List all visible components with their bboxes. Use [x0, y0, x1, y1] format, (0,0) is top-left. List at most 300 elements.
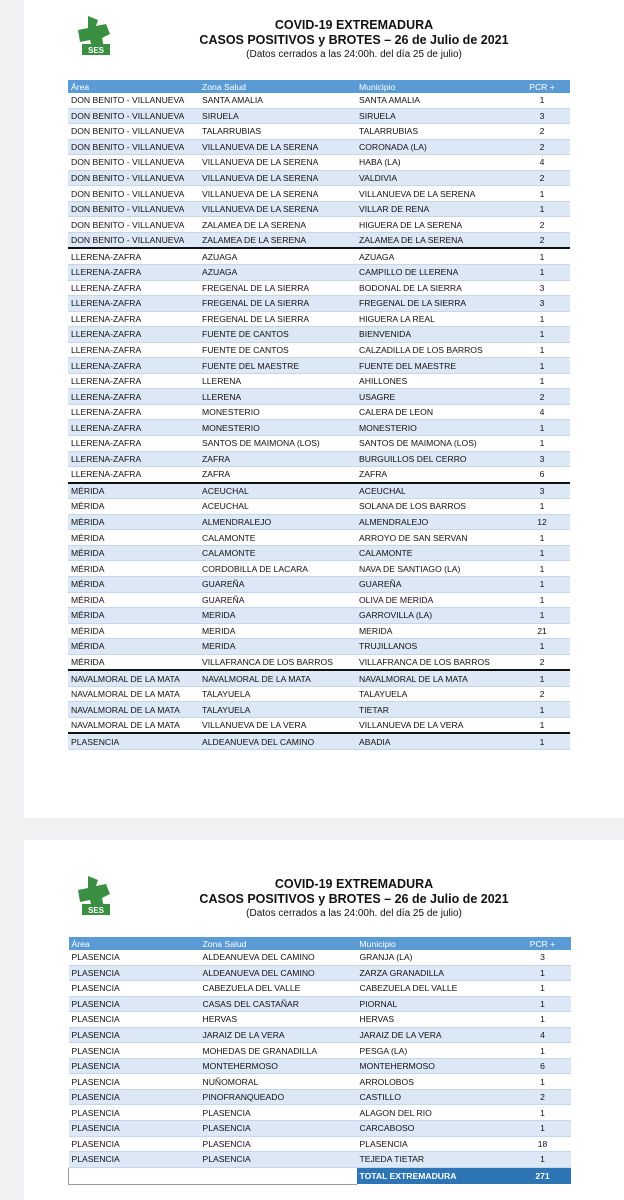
cell-area: DON BENITO - VILLANUEVA [68, 93, 199, 108]
table-row [68, 139, 570, 155]
table-row [69, 965, 571, 981]
cell-pcr: 1 [514, 545, 570, 561]
cell-municipio: BURGUILLOS DEL CERRO [356, 451, 514, 467]
cell-zona-salud: FREGENAL DE LA SIERRA [199, 296, 356, 312]
cell-zona-salud: SANTOS DE MAIMONA (LOS) [199, 436, 356, 452]
table-row [68, 124, 570, 140]
cell-zona-salud: HERVAS [200, 1012, 357, 1028]
cell-municipio: CABEZUELA DEL VALLE [357, 981, 515, 997]
ses-cross-logo-icon [76, 14, 114, 60]
cell-municipio: PESGA (LA) [357, 1043, 515, 1059]
cell-pcr: 1 [514, 265, 570, 281]
cell-pcr: 1 [514, 670, 570, 686]
cell-municipio: PIORNAL [357, 996, 515, 1012]
cell-zona-salud: CALAMONTE [199, 530, 356, 546]
cell-area: MÉRIDA [68, 608, 199, 624]
total-row [69, 1167, 571, 1184]
cell-zona-salud: VILLANUEVA DE LA SERENA [199, 139, 356, 155]
cell-zona-salud: MERIDA [199, 639, 356, 655]
report-subtitle: CASOS POSITIVOS y BROTES – 26 de Julio de 2021 [199, 33, 509, 47]
table-row [69, 1136, 571, 1152]
column-header-zona-salud: Zona Salud [199, 80, 356, 93]
cell-area: MÉRIDA [68, 592, 199, 608]
cell-area: DON BENITO - VILLANUEVA [68, 139, 199, 155]
cell-pcr: 1 [514, 373, 570, 389]
cell-area: LLERENA-ZAFRA [68, 296, 199, 312]
cell-zona-salud: ALDEANUEVA DEL CAMINO [200, 965, 357, 981]
cell-pcr: 3 [514, 108, 570, 124]
table-row [68, 248, 570, 264]
cell-pcr: 1 [514, 436, 570, 452]
cell-zona-salud: MONESTERIO [199, 420, 356, 436]
cell-municipio: ZAFRA [356, 467, 514, 483]
cell-area: MÉRIDA [68, 576, 199, 592]
total-blank-cell [69, 1167, 357, 1184]
cell-municipio: AHILLONES [356, 373, 514, 389]
cell-area: MÉRIDA [68, 499, 199, 515]
table-row [68, 592, 570, 608]
cell-zona-salud: ZAFRA [199, 467, 356, 483]
table-header-row [69, 937, 571, 950]
cell-pcr: 21 [514, 623, 570, 639]
cell-area: DON BENITO - VILLANUEVA [68, 201, 199, 217]
cell-zona-salud: ZAFRA [199, 451, 356, 467]
table-row [68, 608, 570, 624]
cell-zona-salud: NAVALMORAL DE LA MATA [199, 670, 356, 686]
cell-municipio: TALARRUBIAS [356, 124, 514, 140]
table-row [68, 561, 570, 577]
cell-zona-salud: PLASENCIA [200, 1136, 357, 1152]
cell-municipio: SANTA AMALIA [356, 93, 514, 108]
cell-pcr: 1 [515, 996, 571, 1012]
table-row [69, 1105, 571, 1121]
cell-municipio: MONTEHERMOSO [357, 1058, 515, 1074]
cell-municipio: VILLAR DE RENA [356, 201, 514, 217]
cell-municipio: TEJEDA TIETAR [357, 1152, 515, 1168]
cell-pcr: 3 [514, 451, 570, 467]
table-row [69, 981, 571, 997]
cell-municipio: SOLANA DE LOS BARROS [356, 499, 514, 515]
cell-area: PLASENCIA [69, 1105, 200, 1121]
cell-pcr: 1 [514, 639, 570, 655]
cell-municipio: CORONADA (LA) [356, 139, 514, 155]
cell-pcr: 1 [514, 702, 570, 718]
cell-pcr: 2 [514, 686, 570, 702]
cell-area: PLASENCIA [69, 1136, 200, 1152]
cell-zona-salud: VILLANUEVA DE LA SERENA [199, 170, 356, 186]
cell-zona-salud: PLASENCIA [200, 1121, 357, 1137]
table-row [68, 499, 570, 515]
cell-zona-salud: AZUAGA [199, 248, 356, 264]
cell-pcr: 3 [514, 280, 570, 296]
cell-pcr: 1 [514, 358, 570, 374]
cell-municipio: NAVA DE SANTIAGO (LA) [356, 561, 514, 577]
table-row [68, 623, 570, 639]
cell-area: LLERENA-ZAFRA [68, 342, 199, 358]
cell-municipio: ARROLOBOS [357, 1074, 515, 1090]
cell-area: MÉRIDA [68, 561, 199, 577]
table-row [68, 389, 570, 405]
cell-area: MÉRIDA [68, 654, 199, 670]
cell-area: PLASENCIA [69, 1058, 200, 1074]
cell-zona-salud: ZALAMEA DE LA SERENA [199, 232, 356, 248]
cell-area: DON BENITO - VILLANUEVA [68, 232, 199, 248]
cell-pcr: 4 [514, 155, 570, 171]
table-row [68, 576, 570, 592]
cell-area: PLASENCIA [69, 950, 200, 965]
table-row [68, 93, 570, 108]
cell-area: LLERENA-ZAFRA [68, 467, 199, 483]
column-header-pcr: PCR + [515, 937, 571, 950]
cell-zona-salud: TALAYUELA [199, 702, 356, 718]
cell-area: NAVALMORAL DE LA MATA [68, 686, 199, 702]
cell-zona-salud: PLASENCIA [200, 1105, 357, 1121]
cell-zona-salud: TALAYUELA [199, 686, 356, 702]
cell-zona-salud: MERIDA [199, 608, 356, 624]
cell-area: LLERENA-ZAFRA [68, 373, 199, 389]
cell-zona-salud: JARAIZ DE LA VERA [200, 1027, 357, 1043]
cell-municipio: VILLANUEVA DE LA VERA [356, 717, 514, 733]
cell-area: DON BENITO - VILLANUEVA [68, 124, 199, 140]
cell-pcr: 12 [514, 514, 570, 530]
document-page-1 [24, 0, 624, 818]
cell-municipio: GRANJA (LA) [357, 950, 515, 965]
table-row [68, 451, 570, 467]
cell-zona-salud: GUAREÑA [199, 592, 356, 608]
table-row [69, 1152, 571, 1168]
cell-area: LLERENA-ZAFRA [68, 280, 199, 296]
cell-zona-salud: VILLANUEVA DE LA SERENA [199, 201, 356, 217]
cell-area: PLASENCIA [69, 1121, 200, 1137]
cell-area: NAVALMORAL DE LA MATA [68, 702, 199, 718]
table-row [68, 639, 570, 655]
cell-zona-salud: ACEUCHAL [199, 499, 356, 515]
column-header-area: Área [68, 80, 199, 93]
cell-area: MÉRIDA [68, 483, 199, 499]
table-header-row [68, 80, 570, 93]
cell-area: DON BENITO - VILLANUEVA [68, 155, 199, 171]
cell-pcr: 1 [515, 1043, 571, 1059]
cell-area: PLASENCIA [69, 996, 200, 1012]
cell-area: MÉRIDA [68, 545, 199, 561]
cell-municipio: TIETAR [356, 702, 514, 718]
table-row [69, 1074, 571, 1090]
table-body-page-1 [68, 93, 570, 749]
cell-pcr: 1 [514, 420, 570, 436]
cell-municipio: GUAREÑA [356, 576, 514, 592]
table-row [68, 296, 570, 312]
cell-municipio: PLASENCIA [357, 1136, 515, 1152]
cell-zona-salud: CORDOBILLA DE LACARA [199, 561, 356, 577]
cell-pcr: 4 [515, 1027, 571, 1043]
cell-municipio: ABADIA [356, 733, 514, 749]
cases-table-page-1 [68, 80, 570, 750]
cell-pcr: 1 [514, 717, 570, 733]
cell-zona-salud: SIRUELA [199, 108, 356, 124]
table-row [68, 280, 570, 296]
cell-zona-salud: VILLANUEVA DE LA SERENA [199, 186, 356, 202]
cell-zona-salud: CALAMONTE [199, 545, 356, 561]
column-header-pcr: PCR + [514, 80, 570, 93]
cell-zona-salud: FUENTE DEL MAESTRE [199, 358, 356, 374]
cell-municipio: ACEUCHAL [356, 483, 514, 499]
cell-pcr: 1 [515, 1152, 571, 1168]
cell-pcr: 2 [514, 139, 570, 155]
cell-pcr: 1 [514, 530, 570, 546]
cell-municipio: VILLANUEVA DE LA SERENA [356, 186, 514, 202]
table-row [68, 717, 570, 733]
cell-pcr: 1 [514, 201, 570, 217]
cell-pcr: 1 [514, 561, 570, 577]
cell-area: LLERENA-ZAFRA [68, 404, 199, 420]
cell-zona-salud: MONTEHERMOSO [200, 1058, 357, 1074]
table-row [68, 436, 570, 452]
cell-municipio: USAGRE [356, 389, 514, 405]
document-page-2 [24, 840, 624, 1200]
cell-area: LLERENA-ZAFRA [68, 248, 199, 264]
ses-cross-logo-icon [76, 874, 114, 920]
table-row [68, 342, 570, 358]
table-row [68, 686, 570, 702]
table-row [69, 1012, 571, 1028]
table-row [68, 358, 570, 374]
cell-pcr: 1 [514, 248, 570, 264]
report-subtitle: CASOS POSITIVOS y BROTES – 26 de Julio de 2021 [199, 892, 509, 906]
report-note: (Datos cerrados a las 24:00h. del día 25 de julio) [246, 908, 462, 919]
cell-pcr: 4 [514, 404, 570, 420]
cell-pcr: 1 [514, 576, 570, 592]
cell-pcr: 6 [515, 1058, 571, 1074]
report-header [144, 877, 564, 921]
table-row [68, 108, 570, 124]
cell-zona-salud: PINOFRANQUEADO [200, 1089, 357, 1105]
table-row [68, 654, 570, 670]
cell-municipio: HERVAS [357, 1012, 515, 1028]
report-header [144, 18, 564, 62]
cell-area: DON BENITO - VILLANUEVA [68, 170, 199, 186]
cell-area: LLERENA-ZAFRA [68, 451, 199, 467]
cell-pcr: 1 [514, 186, 570, 202]
table-row [68, 327, 570, 343]
cell-area: PLASENCIA [69, 1043, 200, 1059]
cell-zona-salud: GUAREÑA [199, 576, 356, 592]
table-row [69, 1121, 571, 1137]
cell-area: PLASENCIA [69, 1012, 200, 1028]
cell-municipio: HABA (LA) [356, 155, 514, 171]
cell-area: DON BENITO - VILLANUEVA [68, 186, 199, 202]
cell-pcr: 1 [515, 1105, 571, 1121]
cell-pcr: 1 [515, 981, 571, 997]
cell-zona-salud: FREGENAL DE LA SIERRA [199, 311, 356, 327]
column-header-municipio: Municipio [356, 80, 514, 93]
cell-area: PLASENCIA [69, 981, 200, 997]
cell-municipio: CALAMONTE [356, 545, 514, 561]
table-row [68, 170, 570, 186]
cell-municipio: TALAYUELA [356, 686, 514, 702]
table-row [68, 670, 570, 686]
table-row [69, 1058, 571, 1074]
cell-zona-salud: NUÑOMORAL [200, 1074, 357, 1090]
cell-area: LLERENA-ZAFRA [68, 436, 199, 452]
cell-pcr: 6 [514, 467, 570, 483]
cell-zona-salud: MONESTERIO [199, 404, 356, 420]
cell-zona-salud: SANTA AMALIA [199, 93, 356, 108]
cell-pcr: 2 [514, 654, 570, 670]
cell-municipio: ALAGON DEL RIO [357, 1105, 515, 1121]
table-row [68, 545, 570, 561]
total-label: TOTAL EXTREMADURA [357, 1167, 515, 1184]
cell-zona-salud: MERIDA [199, 623, 356, 639]
cell-zona-salud: TALARRUBIAS [199, 124, 356, 140]
cell-pcr: 3 [514, 483, 570, 499]
cell-municipio: CAMPILLO DE LLERENA [356, 265, 514, 281]
column-header-municipio: Municipio [357, 937, 515, 950]
cell-area: PLASENCIA [69, 1152, 200, 1168]
table-row [68, 217, 570, 233]
cell-area: PLASENCIA [69, 1074, 200, 1090]
table-row [68, 201, 570, 217]
cell-zona-salud: LLERENA [199, 373, 356, 389]
cell-area: MÉRIDA [68, 639, 199, 655]
cell-pcr: 2 [514, 170, 570, 186]
cell-municipio: VILLAFRANCA DE LOS BARROS [356, 654, 514, 670]
cell-zona-salud: CABEZUELA DEL VALLE [200, 981, 357, 997]
cell-municipio: CALZADILLA DE LOS BARROS [356, 342, 514, 358]
cell-zona-salud: FREGENAL DE LA SIERRA [199, 280, 356, 296]
cell-area: LLERENA-ZAFRA [68, 265, 199, 281]
cell-area: LLERENA-ZAFRA [68, 311, 199, 327]
cell-pcr: 1 [515, 1074, 571, 1090]
cell-pcr: 1 [514, 311, 570, 327]
cell-municipio: SANTOS DE MAIMONA (LOS) [356, 436, 514, 452]
logo-text: SES [87, 906, 105, 915]
table-row [68, 530, 570, 546]
cell-area: LLERENA-ZAFRA [68, 358, 199, 374]
cell-zona-salud: FUENTE DE CANTOS [199, 342, 356, 358]
cell-pcr: 3 [514, 296, 570, 312]
cell-municipio: ZARZA GRANADILLA [357, 965, 515, 981]
table-row [68, 373, 570, 389]
logo-text: SES [87, 46, 105, 55]
report-note: (Datos cerrados a las 24:00h. del día 25 de julio) [246, 49, 462, 60]
cell-zona-salud: CASAS DEL CASTAÑAR [200, 996, 357, 1012]
cell-municipio: SIRUELA [356, 108, 514, 124]
cell-pcr: 1 [515, 1121, 571, 1137]
cell-area: NAVALMORAL DE LA MATA [68, 670, 199, 686]
table-row [69, 1027, 571, 1043]
cell-zona-salud: ZALAMEA DE LA SERENA [199, 217, 356, 233]
table-row [69, 950, 571, 965]
cell-zona-salud: ALDEANUEVA DEL CAMINO [199, 733, 356, 749]
cell-pcr: 3 [515, 950, 571, 965]
cell-area: PLASENCIA [68, 733, 199, 749]
table-row [68, 404, 570, 420]
cell-pcr: 2 [514, 389, 570, 405]
cell-municipio: ALMENDRALEJO [356, 514, 514, 530]
cell-area: LLERENA-ZAFRA [68, 327, 199, 343]
cell-area: PLASENCIA [69, 965, 200, 981]
cell-municipio: GARROVILLA (LA) [356, 608, 514, 624]
cell-municipio: BODONAL DE LA SIERRA [356, 280, 514, 296]
cell-zona-salud: ACEUCHAL [199, 483, 356, 499]
cell-zona-salud: VILLAFRANCA DE LOS BARROS [199, 654, 356, 670]
cell-pcr: 2 [514, 217, 570, 233]
table-row [68, 420, 570, 436]
cell-area: LLERENA-ZAFRA [68, 389, 199, 405]
cell-area: DON BENITO - VILLANUEVA [68, 217, 199, 233]
table-row [68, 186, 570, 202]
cell-pcr: 1 [515, 1012, 571, 1028]
table-row [68, 265, 570, 281]
cell-pcr: 1 [514, 499, 570, 515]
cell-municipio: ZALAMEA DE LA SERENA [356, 232, 514, 248]
cell-pcr: 1 [514, 733, 570, 749]
table-row [69, 1043, 571, 1059]
table-row [68, 311, 570, 327]
cases-table-page-2 [68, 937, 571, 1185]
cell-municipio: AZUAGA [356, 248, 514, 264]
column-header-zona-salud: Zona Salud [200, 937, 357, 950]
cell-zona-salud: ALMENDRALEJO [199, 514, 356, 530]
cell-area: PLASENCIA [69, 1089, 200, 1105]
cell-area: MÉRIDA [68, 514, 199, 530]
cell-area: NAVALMORAL DE LA MATA [68, 717, 199, 733]
cell-municipio: MONESTERIO [356, 420, 514, 436]
cell-municipio: VALDIVIA [356, 170, 514, 186]
report-title: COVID-19 EXTREMADURA [274, 877, 434, 891]
cell-municipio: MERIDA [356, 623, 514, 639]
cell-municipio: OLIVA DE MERIDA [356, 592, 514, 608]
table-row [68, 702, 570, 718]
cell-zona-salud: VILLANUEVA DE LA VERA [199, 717, 356, 733]
cell-zona-salud: PLASENCIA [200, 1152, 357, 1168]
cell-pcr: 1 [514, 327, 570, 343]
cell-municipio: ARROYO DE SAN SERVAN [356, 530, 514, 546]
cell-area: MÉRIDA [68, 623, 199, 639]
cell-pcr: 1 [514, 93, 570, 108]
cell-municipio: JARAIZ DE LA VERA [357, 1027, 515, 1043]
cell-pcr: 1 [515, 965, 571, 981]
cell-municipio: CALERA DE LEON [356, 404, 514, 420]
table-row [68, 733, 570, 749]
table-body-page-2 [69, 950, 571, 1167]
cell-pcr: 2 [514, 232, 570, 248]
cell-area: DON BENITO - VILLANUEVA [68, 108, 199, 124]
cell-zona-salud: ALDEANUEVA DEL CAMINO [200, 950, 357, 965]
cell-pcr: 1 [514, 592, 570, 608]
cell-zona-salud: MOHEDAS DE GRANADILLA [200, 1043, 357, 1059]
cell-pcr: 2 [515, 1089, 571, 1105]
report-title: COVID-19 EXTREMADURA [274, 18, 434, 32]
cell-municipio: CARCABOSO [357, 1121, 515, 1137]
cell-pcr: 1 [514, 342, 570, 358]
cell-municipio: HIGUERA DE LA SERENA [356, 217, 514, 233]
cell-municipio: NAVALMORAL DE LA MATA [356, 670, 514, 686]
cell-zona-salud: VILLANUEVA DE LA SERENA [199, 155, 356, 171]
cell-municipio: BIENVENIDA [356, 327, 514, 343]
cell-municipio: FREGENAL DE LA SIERRA [356, 296, 514, 312]
table-row [69, 996, 571, 1012]
table-row [68, 232, 570, 248]
cell-pcr: 18 [515, 1136, 571, 1152]
table-row [69, 1089, 571, 1105]
table-row [68, 514, 570, 530]
cell-municipio: HIGUERA LA REAL [356, 311, 514, 327]
cell-area: MÉRIDA [68, 530, 199, 546]
cell-area: PLASENCIA [69, 1027, 200, 1043]
cell-zona-salud: AZUAGA [199, 265, 356, 281]
table-row [68, 155, 570, 171]
